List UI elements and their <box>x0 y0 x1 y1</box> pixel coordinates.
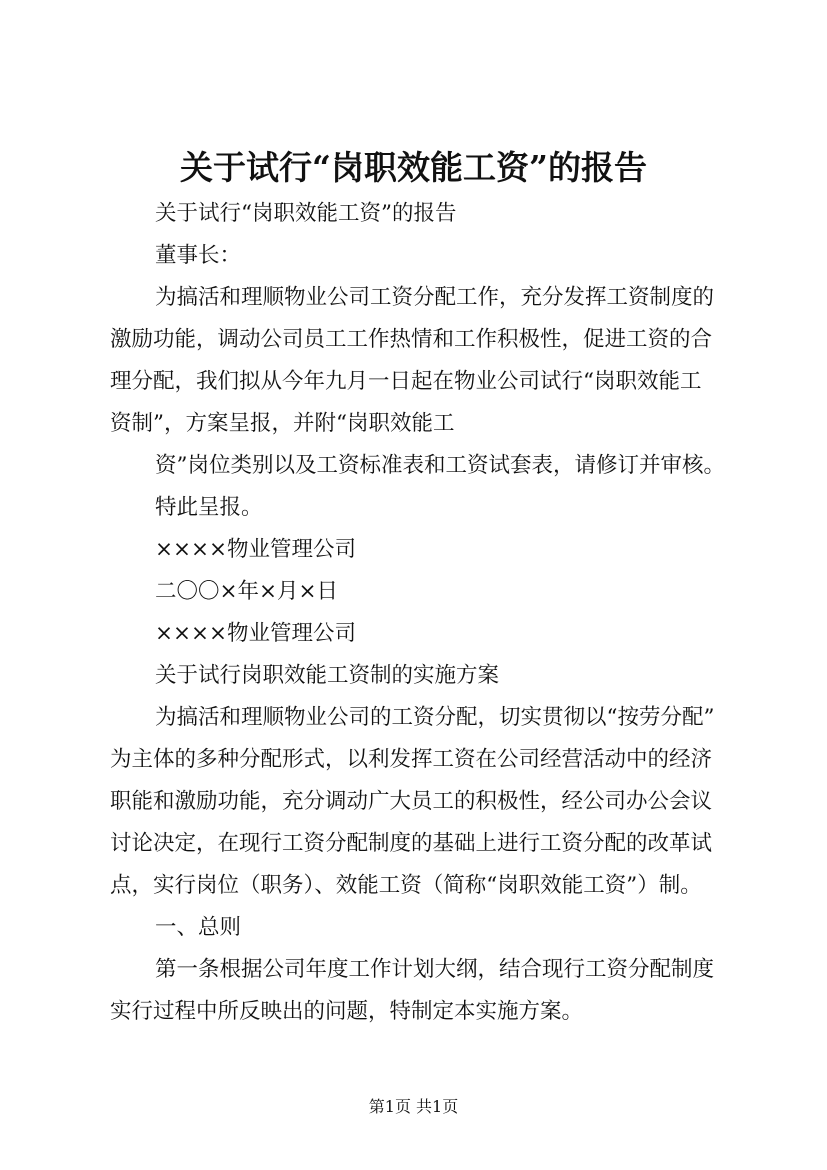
body-line: 激励功能，调动公司员工工作热情和工作积极性，促进工资的合 <box>110 327 713 352</box>
body-line: 讨论决定，在现行工资分配制度的基础上进行工资分配的改革试 <box>110 831 713 856</box>
body-line: 点，实行岗位（职务）、效能工资（简称“岗职效能工资”）制。 <box>110 873 702 898</box>
body-line: 理分配，我们拟从今年九月一日起在物业公司试行“岗职效能工 <box>110 369 702 394</box>
body-line: 关于试行岗职效能工资制的实施方案 <box>155 663 500 688</box>
body-line: 为搞活和理顺物业公司的工资分配，切实贯彻以“按劳分配” <box>155 705 715 730</box>
body-line: 为主体的多种分配形式，以利发挥工资在公司经营活动中的经济 <box>110 747 713 772</box>
body-line: 特此呈报。 <box>155 495 263 520</box>
body-line: 关于试行“岗职效能工资”的报告 <box>155 201 457 226</box>
body-line: 资制”，方案呈报，并附“岗职效能工 <box>110 411 455 436</box>
body-line: ××××物业管理公司 <box>155 621 357 646</box>
body-line: 职能和激励功能，充分调动广大员工的积极性，经公司办公会议 <box>110 789 713 814</box>
document-title: 关于试行“岗职效能工资”的报告 <box>180 148 647 187</box>
body-line: 二〇〇×年×月×日 <box>155 579 339 604</box>
document-body <box>110 193 742 1033</box>
body-line: 一、总则 <box>155 915 242 940</box>
body-line: 董事长： <box>155 243 242 268</box>
body-line: ××××物业管理公司 <box>155 537 357 562</box>
body-line: 实行过程中所反映出的问题，特制定本实施方案。 <box>110 999 584 1024</box>
body-line: 为搞活和理顺物业公司工资分配工作，充分发挥工资制度的 <box>155 285 715 310</box>
body-line: 资”岗位类别以及工资标准表和工资试套表，请修订并审核。 <box>155 453 725 478</box>
body-line: 第一条根据公司年度工作计划大纲，结合现行工资分配制度 <box>155 957 715 982</box>
page-footer: 第1页 共1页 <box>368 1097 459 1116</box>
